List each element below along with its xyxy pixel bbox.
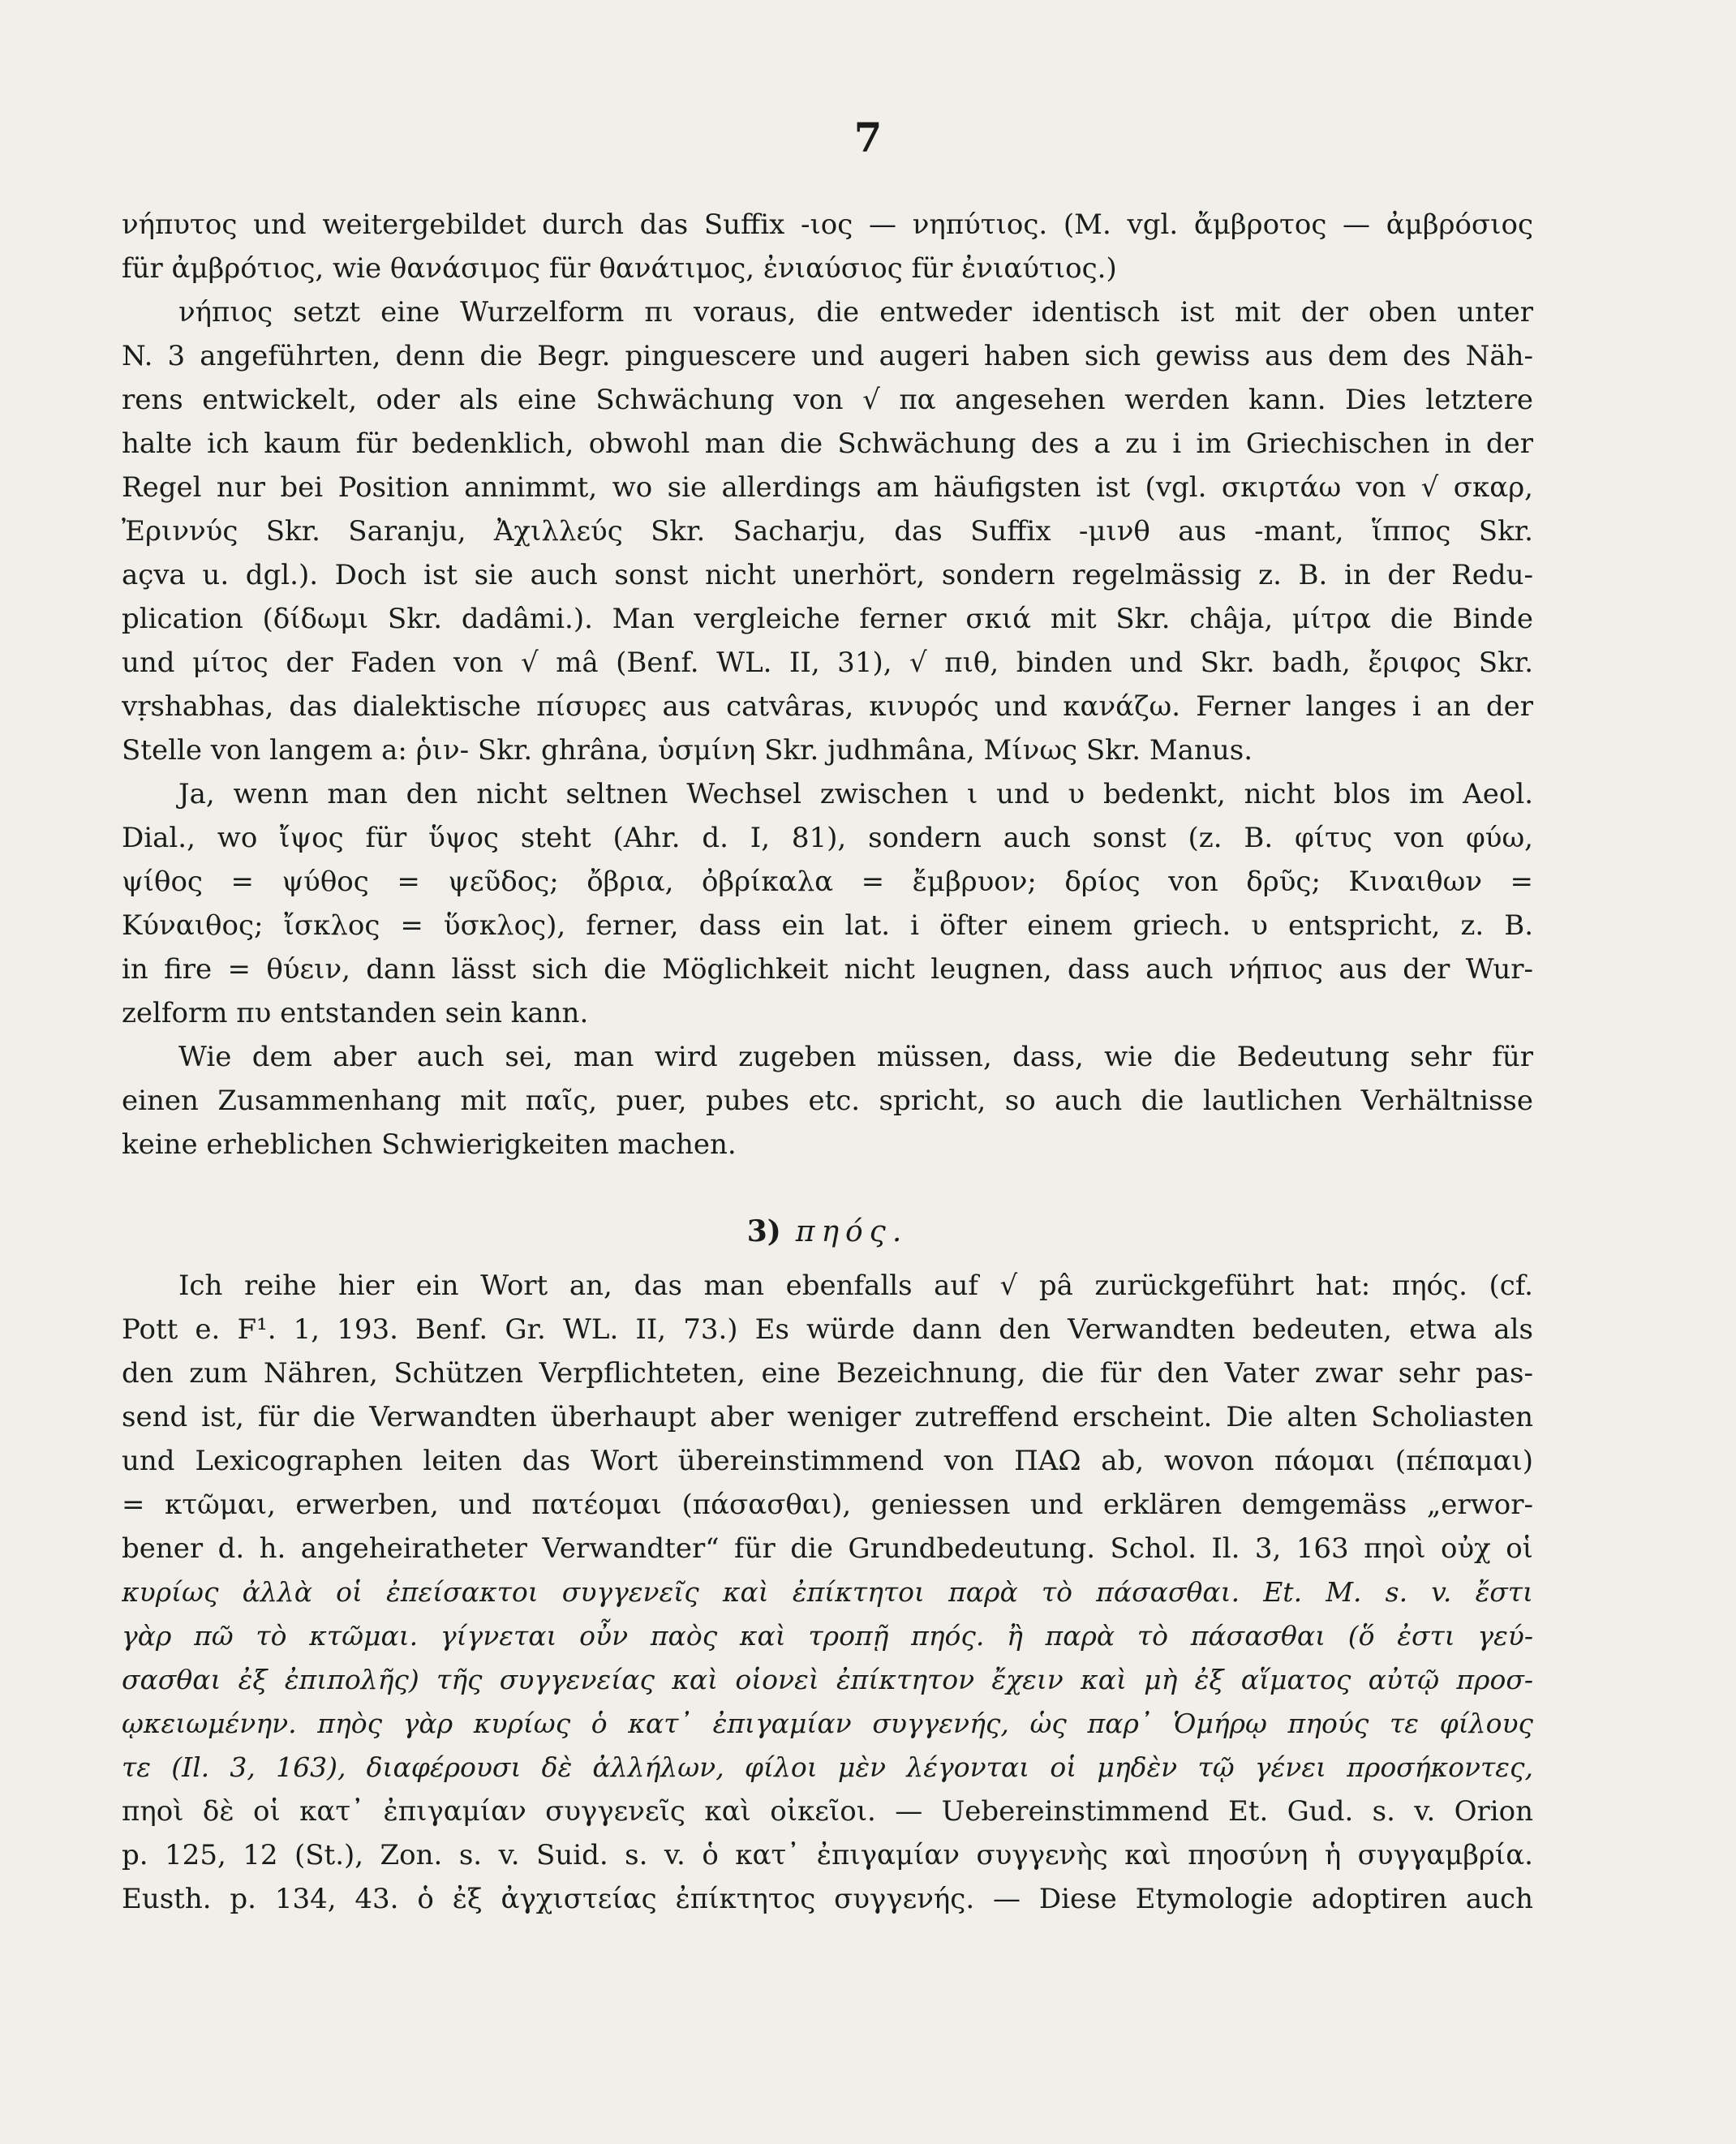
text-line: ψίθος = ψύθος = ψεῦδος; ὄβρια, ὀβρίκαλα = ἔμβρυον; δρίος von δρῦς; Κιναιθων =	[122, 866, 1533, 898]
text-line: γὰρ πῶ τὸ κτῶμαι. γίγνεται οὖν παὸς καὶ τροπῇ πηός. ἢ παρὰ τὸ πάσασθαι (ὅ ἐστι γεύ-	[122, 1620, 1533, 1652]
text-line: σασθαι ἐξ ἐπιπολῆς) τῆς συγγενείας καὶ οἱονεὶ ἐπίκτητον ἔχειν καὶ μὴ ἐξ αἵματος αὐτῷ προσ-	[122, 1664, 1533, 1695]
body-text	[122, 203, 1533, 1921]
page-number: 7	[853, 114, 883, 161]
section-number: 3)	[746, 1214, 781, 1248]
text-line: Pott e. F¹. 1, 193. Benf. Gr. WL. II, 73.) Es würde dann den Verwandten bedeuten, etwa als	[122, 1313, 1533, 1346]
text-line: açva u. dgl.). Doch ist sie auch sonst nicht unerhört, sondern regelmässig z. B. in der Redu-	[122, 559, 1533, 591]
paragraph-4	[122, 1035, 1533, 1167]
text-line: keine erheblichen Schwierigkeiten machen.	[122, 1128, 737, 1161]
text-line: halte ich kaum für bedenklich, obwohl man die Schwächung des a zu i im Griechischen in der	[122, 428, 1533, 460]
text-line: Ja, wenn man den nicht seltnen Wechsel zwischen ι und υ bedenkt, nicht blos im Aeol.	[178, 778, 1533, 810]
text-line: plication (δίδωμι Skr. dadâmi.). Man vergleiche ferner σκιά mit Skr. châja, μίτρα die Binde	[122, 603, 1533, 635]
text-line: Ich reihe hier ein Wort an, das man ebenfalls auf √ pâ zurückgeführt hat: πηός. (cf.	[178, 1270, 1533, 1302]
text-line: Ἐριννύς Skr. Saranju, Ἀχιλλεύς Skr. Sacharju, das Suffix -μινθ aus -mant, ἵππος Skr.	[122, 515, 1533, 548]
text-line: und μίτος der Faden von √ mâ (Benf. WL. II, 31), √ πιθ, binden und Skr. badh, ἔριφος Skr.	[122, 647, 1533, 679]
text-line: rens entwickelt, oder als eine Schwächung von √ πα angesehen werden kann. Dies letztere	[122, 384, 1533, 416]
text-line: den zum Nähren, Schützen Verpflichteten, eine Bezeichnung, die für den Vater zwar sehr pas-	[122, 1357, 1533, 1390]
text-line: vṛshabhas, das dialektische πίσυρες aus catvâras, κινυρός und κανάζω. Ferner langes i an der	[122, 690, 1533, 723]
text-line: τε (Il. 3, 163), διαφέρουσι δὲ ἀλλήλων, φίλοι μὲν λέγονται οἱ μηδὲν τῷ γένει προσήκοντες,	[122, 1751, 1533, 1783]
text-line: Stelle von langem a: ῥιν- Skr. ghrâna, ὑσμίνη Skr. judhmâna, Μίνως Skr. Manus.	[122, 734, 1253, 767]
text-line: send ist, für die Verwandten überhaupt aber weniger zutreffend erscheint. Die alten Scholiasten	[122, 1401, 1533, 1433]
text-line: Wie dem aber auch sei, man wird zugeben müssen, dass, wie die Bedeutung sehr für	[178, 1041, 1533, 1073]
text-line: Κύναιθος; ἴσκλος = ὕσκλος), ferner, dass ein lat. i öfter einem griech. υ entspricht, z. B.	[122, 909, 1533, 942]
text-line: zelform πυ entstanden sein kann.	[122, 997, 589, 1029]
text-line: νήπυτος und weitergebildet durch das Suffix -ιος — νηπύτιος. (M. vgl. ἄμβροτος — ἀμβρόσιος	[122, 208, 1533, 241]
text-line: in fire = θύειν, dann lässt sich die Möglichkeit nicht leugnen, dass auch νήπιος aus der Wur-	[122, 953, 1533, 986]
section-heading	[122, 1199, 1533, 1264]
text-line: N. 3 angeführten, denn die Begr. pinguescere und augeri haben sich gewiss aus dem des Näh-	[122, 340, 1533, 372]
text-line: p. 125, 12 (St.), Zon. s. v. Suid. s. v. ὁ κατ᾽ ἐπιγαμίαν συγγενὴς καὶ πηοσύνη ἡ συγγαμβρία.	[122, 1839, 1533, 1871]
text-line: νήπιος setzt eine Wurzelform πι voraus, die entweder identisch ist mit der oben unter	[178, 296, 1533, 329]
text-line: ῳκειωμένην. πηὸς γὰρ κυρίως ὁ κατ᾽ ἐπιγαμίαν συγγενής, ὡς παρ᾽ Ὁμήρῳ πηούς τε φίλους	[122, 1708, 1533, 1739]
text-line: für ἀμβρότιος, wie θανάσιμος für θανάτιμος, ἐνιαύσιος für ἐνιαύτιος.)	[122, 252, 1117, 285]
text-line: πηοὶ δὲ οἱ κατ᾽ ἐπιγαμίαν συγγενεῖς καὶ οἰκεῖοι. — Uebereinstimmend Et. Gud. s. v. Orion	[122, 1795, 1533, 1828]
text-line: und Lexicographen leiten das Wort übereinstimmend von ΠΑΩ ab, wovon πάομαι (πέπαμαι)	[122, 1445, 1533, 1477]
paragraph-1	[122, 203, 1533, 290]
text-line: Dial., wo ἴψος für ὕψος steht (Ahr. d. I, 81), sondern auch sonst (z. B. φίτυς von φύω,	[122, 822, 1533, 854]
text-line: einen Zusammenhang mit παῖς, puer, pubes etc. spricht, so auch die lautlichen Verhältnisse	[122, 1085, 1533, 1117]
paragraph-3	[122, 772, 1533, 1035]
paragraph-5	[122, 1264, 1533, 1921]
text-line: = κτῶμαι, erwerben, und πατέομαι (πάσασθαι), geniessen und erklären demgemäss „erwor-	[122, 1489, 1533, 1521]
text-line: Regel nur bei Position annimmt, wo sie allerdings am häufigsten ist (vgl. σκιρτάω von √ σκαρ,	[122, 471, 1533, 504]
text-line: bener d. h. angeheiratheter Verwandter“ für die Grundbedeutung. Schol. Il. 3, 163 πηοὶ οὐχ οἱ	[122, 1532, 1533, 1565]
text-line: κυρίως ἀλλὰ οἱ ἐπείσακτοι συγγενεῖς καὶ ἐπίκτητοι παρὰ τὸ πάσασθαι. Et. M. s. v. ἔστι	[122, 1576, 1533, 1608]
paragraph-2	[122, 290, 1533, 772]
text-line: Eusth. p. 134, 43. ὁ ἐξ ἀγχιστείας ἐπίκτητος συγγενής. — Diese Etymologie adoptiren auch	[122, 1883, 1533, 1915]
section-word: πηός.	[795, 1215, 909, 1248]
